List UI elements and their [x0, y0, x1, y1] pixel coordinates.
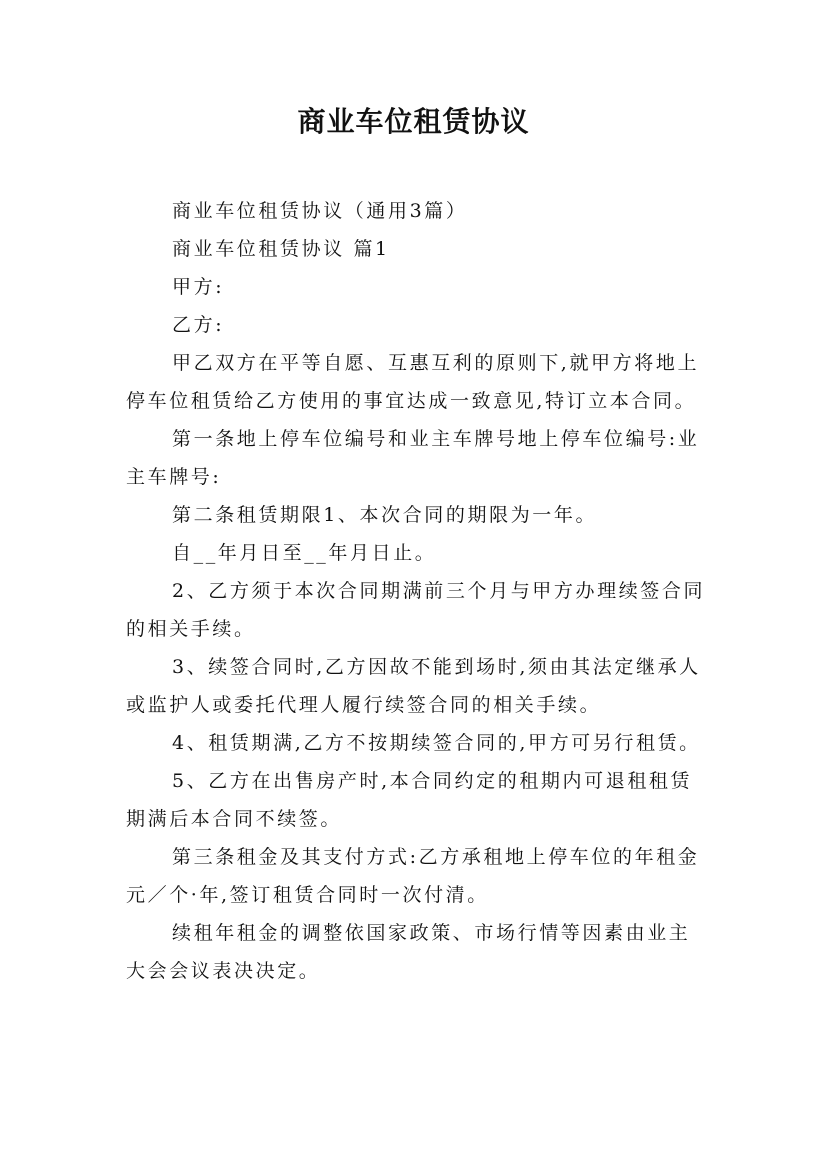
- paragraph-article-2: 第二条租赁期限1、本次合同的期限为一年。: [172, 504, 598, 526]
- paragraph-article-1: 第一条地上停车位编号和业主车牌号地上停车位编号:业主车牌号:: [126, 428, 700, 488]
- paragraph-rent-adjustment: 续租年租金的调整依国家政策、市场行情等因素由业主大会会议表决决定。: [126, 922, 691, 982]
- document-body: [126, 192, 706, 990]
- paragraph-party-a: 甲方:: [172, 276, 225, 298]
- paragraph-article-3: 第三条租金及其支付方式:乙方承租地上停车位的年租金元／个·年,签订租赁合同时一次付清。: [126, 846, 700, 906]
- paragraph-clause-2: 2、乙方须于本次合同期满前三个月与甲方办理续签合同的相关手续。: [126, 580, 706, 640]
- paragraph-heading: 商业车位租赁协议（通用3篇）: [172, 200, 468, 222]
- paragraph-intro: 甲乙双方在平等自愿、互惠互利的原则下,就甲方将地上停车位租赁给乙方使用的事宜达成一致意见,特订立本合同。: [126, 352, 700, 412]
- paragraph-term-dates: 自__年月日至__年月日止。: [172, 542, 437, 564]
- document-title: 商业车位租赁协议: [297, 105, 530, 138]
- paragraph-clause-4: 4、租赁期满,乙方不按期续签合同的,甲方可另行租赁。: [172, 732, 701, 754]
- paragraph-section-title: 商业车位租赁协议 篇1: [172, 238, 390, 260]
- paragraph-party-b: 乙方:: [172, 314, 225, 336]
- paragraph-clause-5: 5、乙方在出售房产时,本合同约定的租期内可退租租赁期满后本合同不续签。: [126, 770, 693, 830]
- paragraph-clause-3: 3、续签合同时,乙方因故不能到场时,须由其法定继承人或监护人或委托代理人履行续签合同的相关手续。: [126, 656, 701, 716]
